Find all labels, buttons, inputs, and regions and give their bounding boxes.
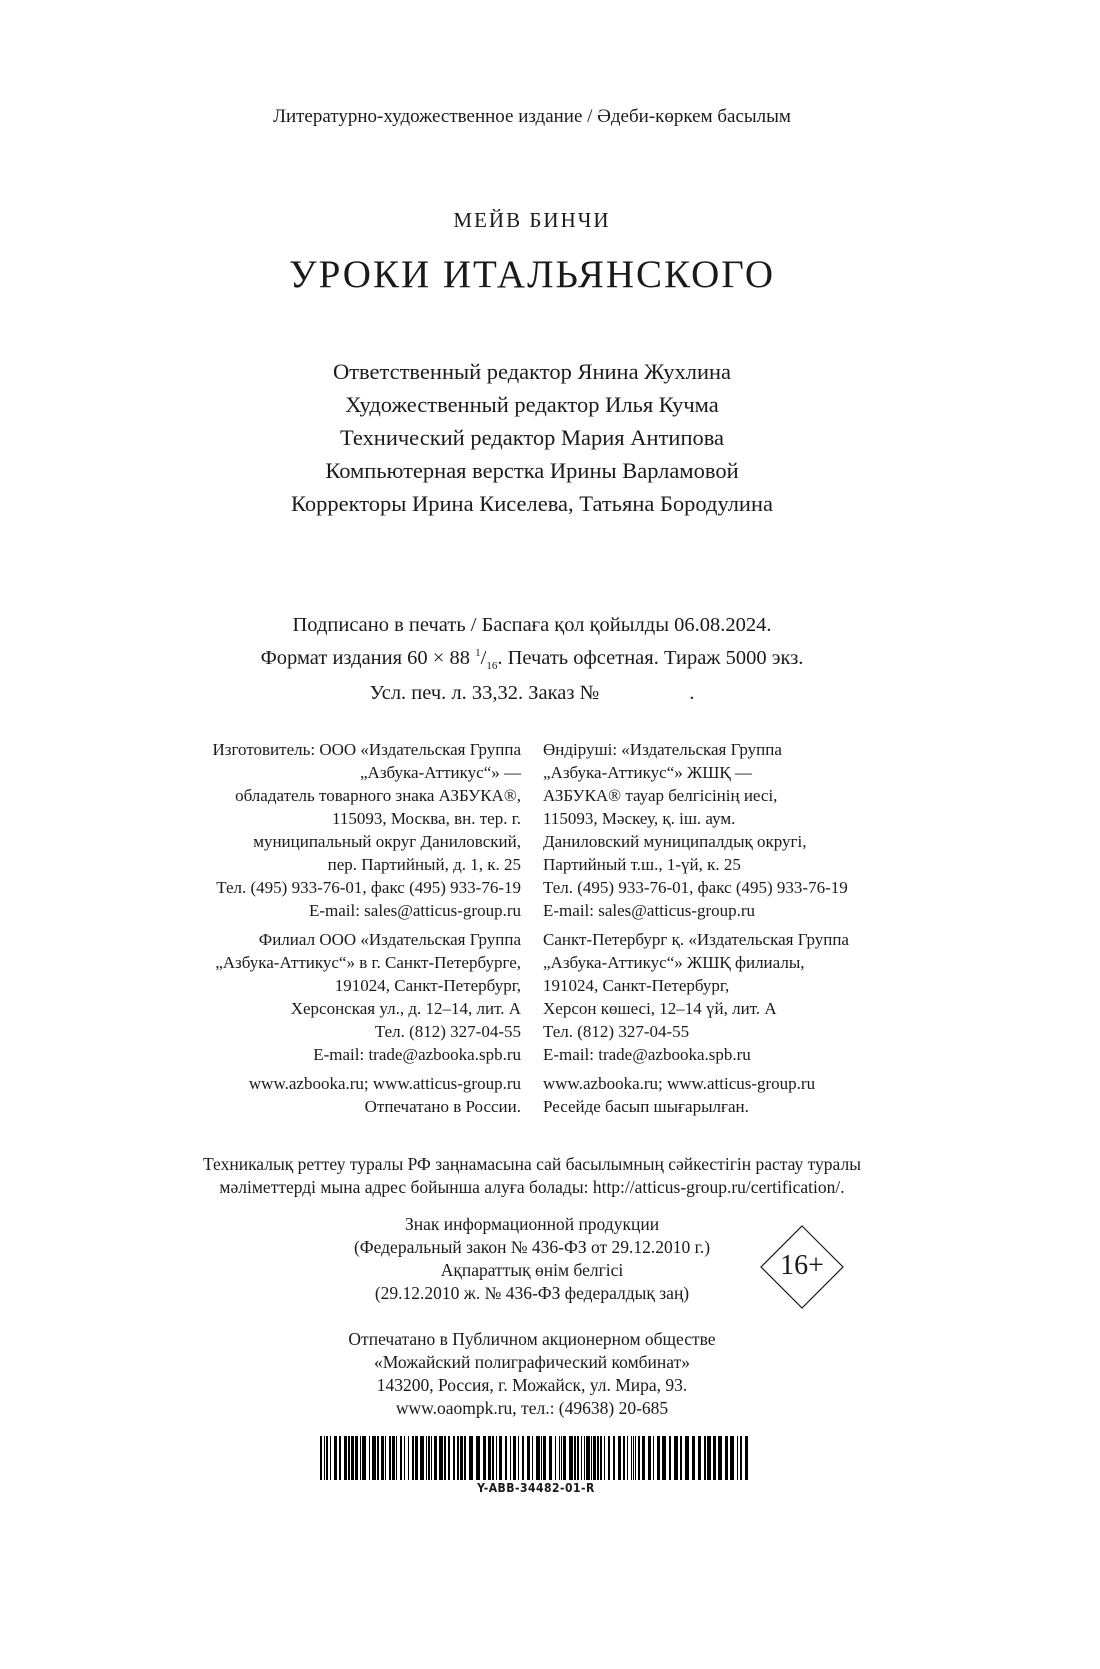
barcode-bar: [324, 1436, 325, 1480]
editor-line: Ответственный редактор Янина Жухлина: [332, 359, 732, 384]
printer-line: 143200, Россия, г. Можайск, ул. Мира, 93.: [376, 1375, 688, 1395]
edition-type: Литературно-художественное издание / Әдеби-көркем басылым: [273, 106, 791, 127]
info-line: муниципальный округ Даниловский,: [253, 832, 521, 851]
barcode-bar: [496, 1436, 497, 1480]
book-title: УРОКИ ИТАЛЬЯНСКОГО: [289, 253, 775, 296]
info-line: 191024, Санкт-Петербург,: [543, 976, 730, 995]
format-suffix: . Печать офсетная. Тираж 5000 экз.: [497, 646, 804, 669]
barcode-bar: [483, 1436, 486, 1480]
info-line: Филиал ООО «Издательская Группа: [258, 930, 521, 949]
barcode-bar: [396, 1436, 397, 1480]
barcode-bar: [593, 1436, 596, 1480]
barcode-icon: [320, 1436, 752, 1480]
barcode-bar: [404, 1436, 405, 1480]
barcode-bar: [392, 1436, 395, 1480]
info-line: Изготовитель: ООО «Издательская Группа: [212, 740, 521, 759]
barcode-bar: [642, 1436, 645, 1480]
manufacturer-block: [213, 738, 522, 922]
barcode-bar: [488, 1436, 491, 1480]
barcode-bar: [330, 1436, 331, 1480]
barcode-bar: [426, 1436, 427, 1480]
editor-line: Компьютерная верстка Ирины Варламовой: [325, 458, 739, 483]
info-line: Отпечатано в России.: [364, 1097, 521, 1116]
sign-line: (29.12.2010 ж. № 436-ФЗ федералдық заң): [374, 1283, 690, 1303]
barcode-bar: [561, 1436, 562, 1480]
info-line: пер. Партийный, д. 1, к. 25: [327, 855, 521, 874]
barcode-bar: [541, 1436, 542, 1480]
manufacturer-block: [543, 738, 849, 922]
info-line: Тел. (495) 933-76-01, факс (495) 933-76-19: [543, 878, 848, 897]
info-line: „Азбука-Аттикус“» —: [360, 763, 521, 782]
barcode-bar: [600, 1436, 602, 1480]
barcode-bar: [522, 1436, 524, 1480]
barcode-bar: [351, 1436, 354, 1480]
barcode-bar: [563, 1436, 566, 1480]
sign-line: (Федеральный закон № 436-ФЗ от 29.12.2010 г.): [353, 1237, 711, 1257]
barcode-bar: [385, 1436, 386, 1480]
barcode-bar: [320, 1436, 322, 1480]
info-line: 115093, Мәскеу, қ. іш. аум.: [543, 809, 736, 828]
barcode-bar: [476, 1436, 480, 1480]
printer-info: [0, 1328, 1064, 1420]
barcode-bar: [680, 1436, 682, 1480]
barcode-bar: [737, 1436, 738, 1480]
barcode-bar: [633, 1436, 634, 1480]
info-line: E-mail: sales@atticus-group.ru: [308, 901, 521, 920]
barcode-bar: [730, 1436, 734, 1480]
barcode-bar: [439, 1436, 443, 1480]
barcode-bar: [469, 1436, 473, 1480]
barcode-bar: [408, 1436, 409, 1480]
barcode-bar: [415, 1436, 418, 1480]
barcode-bar: [577, 1436, 579, 1480]
barcode-bar: [499, 1436, 502, 1480]
barcode-bar: [431, 1436, 432, 1480]
barcode-bar: [360, 1436, 361, 1480]
editor-line: Корректоры Ирина Киселева, Татьяна Бородулина: [290, 491, 773, 516]
barcode-bar: [372, 1436, 376, 1480]
order-line: [0, 680, 1064, 708]
barcode-bar: [591, 1436, 592, 1480]
format-line: Формат издания 60 × 88 $^1/_{16}$. Печать офсетная. Тираж 5000 экз.: [260, 646, 804, 672]
barcode-bar: [543, 1436, 546, 1480]
info-line: Даниловский муниципалдық округі,: [543, 832, 807, 851]
barcode-bar: [532, 1436, 533, 1480]
barcode-bar: [510, 1436, 511, 1480]
format-numerator: 1: [475, 646, 481, 659]
publisher-info-russian: [213, 738, 522, 1118]
info-line: „Азбука-Аттикус“» в г. Санкт-Петербурге,: [215, 953, 521, 972]
footer-block: [543, 1072, 849, 1118]
barcode-bar: [685, 1436, 689, 1480]
barcode-bar: [584, 1436, 585, 1480]
footer-block: [213, 1072, 522, 1118]
barcode-bar: [698, 1436, 701, 1480]
barcode-bar: [559, 1436, 560, 1480]
barcode-bar: [707, 1436, 711, 1480]
barcode-bar: [604, 1436, 605, 1480]
barcode-bar: [569, 1436, 573, 1480]
info-line: Өндіруші: «Издательская Группа: [543, 740, 782, 759]
barcode-bar: [623, 1436, 625, 1480]
barcode-bar: [389, 1436, 391, 1480]
age-rating: 16+: [780, 1250, 824, 1281]
info-line: обладатель товарного знака АЗБУКА®,: [235, 786, 521, 805]
barcode-bar: [377, 1436, 379, 1480]
barcode-bar: [369, 1436, 370, 1480]
barcode-bar: [586, 1436, 590, 1480]
barcode-bar: [718, 1436, 722, 1480]
format-denominator: 16: [486, 659, 498, 672]
printer-line: www.oaompk.ru, тел.: (49638) 20-685: [395, 1398, 669, 1418]
barcode-bar: [627, 1436, 628, 1480]
barcode-bar: [381, 1436, 384, 1480]
barcode-bar: [725, 1436, 728, 1480]
info-line: „Азбука-Аттикус“» ЖШҚ филиалы,: [543, 953, 805, 972]
barcode-bar: [326, 1436, 328, 1480]
barcode-bar: [348, 1436, 350, 1480]
print-info: [0, 612, 1064, 707]
info-line: Ресейде басып шығарылған.: [543, 1097, 749, 1116]
cert-line: Техникалық реттеу туралы РФ заңнамасына сай басылымның сәйкестігін растау туралы: [203, 1154, 861, 1174]
barcode-bar: [704, 1436, 706, 1480]
barcode-bar: [355, 1436, 358, 1480]
barcode-bar: [648, 1436, 651, 1480]
barcode-bar: [448, 1436, 450, 1480]
info-line: Санкт-Петербург қ. «Издательская Группа: [543, 930, 849, 949]
branch-block: [543, 928, 849, 1066]
barcode-bar: [457, 1436, 459, 1480]
barcode-bar: [513, 1436, 516, 1480]
info-line: www.azbooka.ru; www.atticus-group.ru: [543, 1074, 816, 1093]
barcode-bar: [662, 1436, 666, 1480]
barcode-bar: [339, 1436, 341, 1480]
printer-line: «Можайский полиграфический комбинат»: [374, 1352, 690, 1372]
barcode-bar: [581, 1436, 582, 1480]
branch-block: [213, 928, 522, 1066]
barcode-bar: [713, 1436, 716, 1480]
barcode-bar: [453, 1436, 455, 1480]
barcode-bar: [740, 1436, 742, 1480]
barcode-bar: [618, 1436, 621, 1480]
order-end: .: [689, 681, 695, 704]
book-author: МЕЙВ БИНЧИ: [453, 208, 611, 232]
barcode-bar: [527, 1436, 530, 1480]
barcode-bar: [518, 1436, 519, 1480]
barcode-bar: [555, 1436, 556, 1480]
sign-line: Знак информационной продукции: [404, 1214, 660, 1234]
info-line: Херсонская ул., д. 12–14, лит. А: [290, 999, 521, 1018]
barcode-bar: [597, 1436, 599, 1480]
info-line: E-mail: trade@azbooka.spb.ru: [543, 1045, 751, 1064]
info-line: Тел. (812) 327-04-55: [543, 1022, 690, 1041]
barcode-bar: [334, 1436, 337, 1480]
barcode-bar: [549, 1436, 552, 1480]
cert-line: мәліметтерді мына адрес бойынша алуға болады: http://atticus-group.ru/certification/.: [219, 1177, 845, 1197]
barcode-bar: [613, 1436, 615, 1480]
order-text: Усл. печ. л. 33,32. Заказ №: [369, 681, 600, 704]
barcode-bar: [344, 1436, 347, 1480]
barcode-bar: [460, 1436, 463, 1480]
barcode-bar: [412, 1436, 414, 1480]
barcode-bar: [434, 1436, 437, 1480]
format-prefix: Формат издания 60 × 88: [260, 646, 476, 669]
info-line: www.azbooka.ru; www.atticus-group.ru: [248, 1074, 521, 1093]
barcode-bar: [536, 1436, 540, 1480]
publisher-info-kazakh: [543, 738, 849, 1118]
barcode-bar: [674, 1436, 678, 1480]
barcode-bar: [400, 1436, 402, 1480]
info-line: 115093, Москва, вн. тер. г.: [331, 809, 521, 828]
sign-line: Ақпараттық өнім белгісі: [440, 1260, 624, 1280]
barcode-bar: [492, 1436, 494, 1480]
barcode-bar: [464, 1436, 466, 1480]
barcode-bar: [653, 1436, 654, 1480]
barcode-bar: [631, 1436, 632, 1480]
editor-line: Художественный редактор Илья Кучма: [345, 392, 719, 417]
editors-list: [0, 355, 1064, 520]
info-line: Херсон көшесі, 12–14 үй, лит. А: [543, 999, 777, 1018]
barcode-bar: [635, 1436, 636, 1480]
barcode-label: Y-ABB-34482-01-R: [477, 1481, 595, 1495]
certification-note: [0, 1153, 1064, 1199]
barcode-bar: [608, 1436, 610, 1480]
barcode-bar: [505, 1436, 507, 1480]
info-line: АЗБУКА® тауар белгісінің иесі,: [543, 786, 778, 805]
info-line: Тел. (495) 933-76-01, факс (495) 933-76-19: [216, 878, 521, 897]
info-line: 191024, Санкт-Петербург,: [334, 976, 521, 995]
editor-line: Технический редактор Мария Антипова: [339, 425, 725, 450]
info-product-sign: [0, 1213, 1064, 1305]
barcode-bar: [362, 1436, 366, 1480]
barcode-bar: [669, 1436, 671, 1480]
info-line: „Азбука-Аттикус“» ЖШҚ —: [543, 763, 752, 782]
barcode-bar: [420, 1436, 424, 1480]
barcode-bar: [574, 1436, 576, 1480]
signed-to-print: Подписано в печать / Баспаға қол қойылды 06.08.2024.: [292, 614, 772, 636]
info-line: Партийный т.ш., 1-үй, к. 25: [543, 855, 741, 874]
barcode-bar: [428, 1436, 430, 1480]
barcode-bar: [692, 1436, 695, 1480]
info-line: Тел. (812) 327-04-55: [374, 1022, 521, 1041]
printer-line: Отпечатано в Публичном акционерном обществе: [348, 1329, 716, 1349]
info-line: E-mail: sales@atticus-group.ru: [543, 901, 756, 920]
info-line: E-mail: trade@azbooka.spb.ru: [313, 1045, 521, 1064]
barcode-bar: [638, 1436, 640, 1480]
barcode-bar: [444, 1436, 446, 1480]
barcode-bar: [745, 1436, 748, 1480]
barcode-bar: [657, 1436, 660, 1480]
